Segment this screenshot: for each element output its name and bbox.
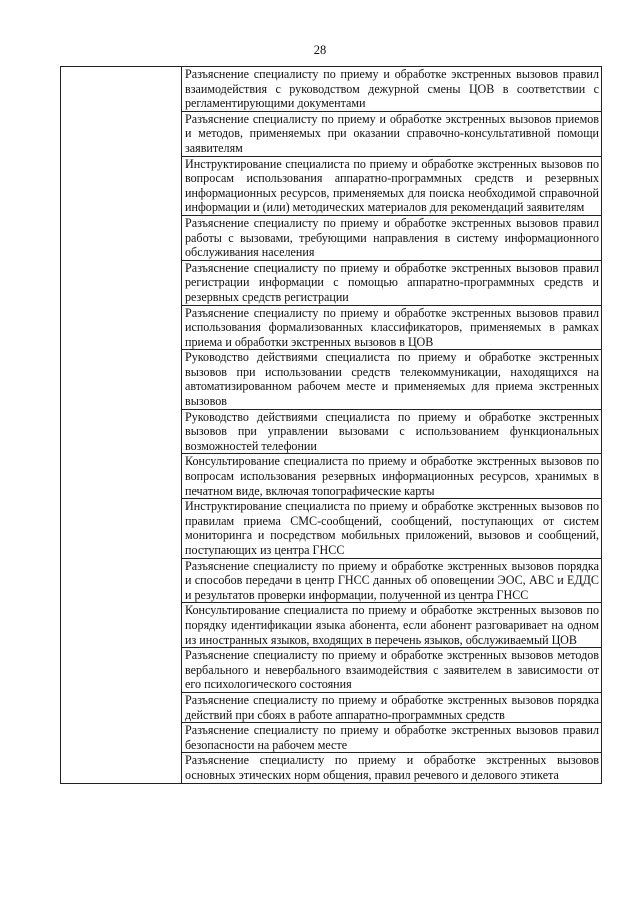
task-cell (182, 350, 602, 409)
task-cell (182, 305, 602, 350)
task-cell (182, 648, 602, 693)
task-text: Разъяснение специалисту по приему и обработке экстренных вызовов правил работы с вызовами, требующими направления в систему информационного обслуживания населения (185, 215, 599, 260)
task-cell (182, 156, 602, 215)
task-cell (182, 753, 602, 783)
document-table (60, 66, 602, 784)
task-cell (182, 499, 602, 558)
task-cell (182, 260, 602, 305)
table-row (61, 67, 602, 112)
task-text: Разъяснение специалисту по приему и обработке экстренных вызовов правил регистрации информации с помощью аппаратно-программных средств и резервных средств регистрации (185, 260, 599, 304)
task-cell (182, 67, 602, 112)
task-text: Разъяснение специалисту по приему и обработке экстренных вызовов правил использования формализованных классификаторов, применяемых в рамках приема и обработки экстренных вызовов в ЦОВ (185, 305, 599, 349)
page-number: 28 (313, 43, 327, 57)
task-text: Разъяснение специалисту по приему и обработке экстренных вызовов правил безопасности на рабочем месте (185, 723, 599, 752)
task-text: Консультирование специалиста по приему и обработке экстренных вызовов по порядку идентификации языка абонента, если абонент разговаривает на одном из иностранных языков, входящих в перечень языков, обслуживаемый ЦОВ (185, 603, 599, 647)
task-text: Инструктирование специалиста по приему и обработке экстренных вызовов по правилам приема СМС-сообщений, сообщений, поступающих от систем мониторинга и посредством мобильных приложений, вызовов и сообщений, поступающих из центра ГНСС (185, 499, 599, 557)
task-text: Руководство действиями специалиста по приему и обработке экстренных вызовов при управлении вызовами с использованием функциональных возможностей телефонии (185, 409, 599, 453)
task-cell (182, 603, 602, 648)
task-cell (182, 215, 602, 260)
task-cell (182, 723, 602, 753)
task-text: Руководство действиями специалиста по приему и обработке экстренных вызовов при использовании средств телекоммуникации, находящихся на автоматизированном рабочем месте и применяемых для приема экстренных вызовов (185, 350, 599, 409)
task-text: Разъяснение специалисту по приему и обработке экстренных вызовов методов вербального и невербального взаимодействия с заявителем в зависимости от его психологического состояния (185, 648, 599, 692)
task-text: Разъяснение специалисту по приему и обработке экстренных вызовов приемов и методов, применяемых при оказании справочно-консультативной помощи заявителям (185, 111, 599, 155)
task-text: Разъяснение специалисту по приему и обработке экстренных вызовов порядка и способов передачи в центр ГНСС данных об оповещении ЭОС, АВС и ЕДДС и результатов проверки информации, полученной из центра ГНСС (185, 558, 599, 602)
task-text: Разъяснение специалисту по приему и обработке экстренных вызовов правил взаимодействия с руководством дежурной смены ЦОВ в соответствии с регламентирующими документами (185, 67, 599, 111)
left-column-cell (61, 67, 182, 784)
task-text: Консультирование специалиста по приему и обработке экстренных вызовов по вопросам использования резервных информационных ресурсов, хранимых в печатном виде, включая топографические карты (185, 454, 599, 498)
task-text: Разъяснение специалисту по приему и обработке экстренных вызовов порядка действий при сбоях в работе аппаратно-программных средств (185, 692, 599, 722)
task-cell (182, 111, 602, 156)
task-cell (182, 454, 602, 499)
task-cell (182, 692, 602, 722)
task-cell (182, 558, 602, 603)
task-text: Разъяснение специалисту по приему и обработке экстренных вызовов основных этических норм общения, правил речевого и делового этикета (185, 753, 599, 782)
task-cell (182, 409, 602, 454)
task-text: Инструктирование специалиста по приему и обработке экстренных вызовов по вопросам использования аппаратно-программных средств и резервных информационных ресурсов, применяемых для поиска необходимой справочной информации и (или) методических материалов для рекомендаций заявителям (185, 156, 599, 215)
